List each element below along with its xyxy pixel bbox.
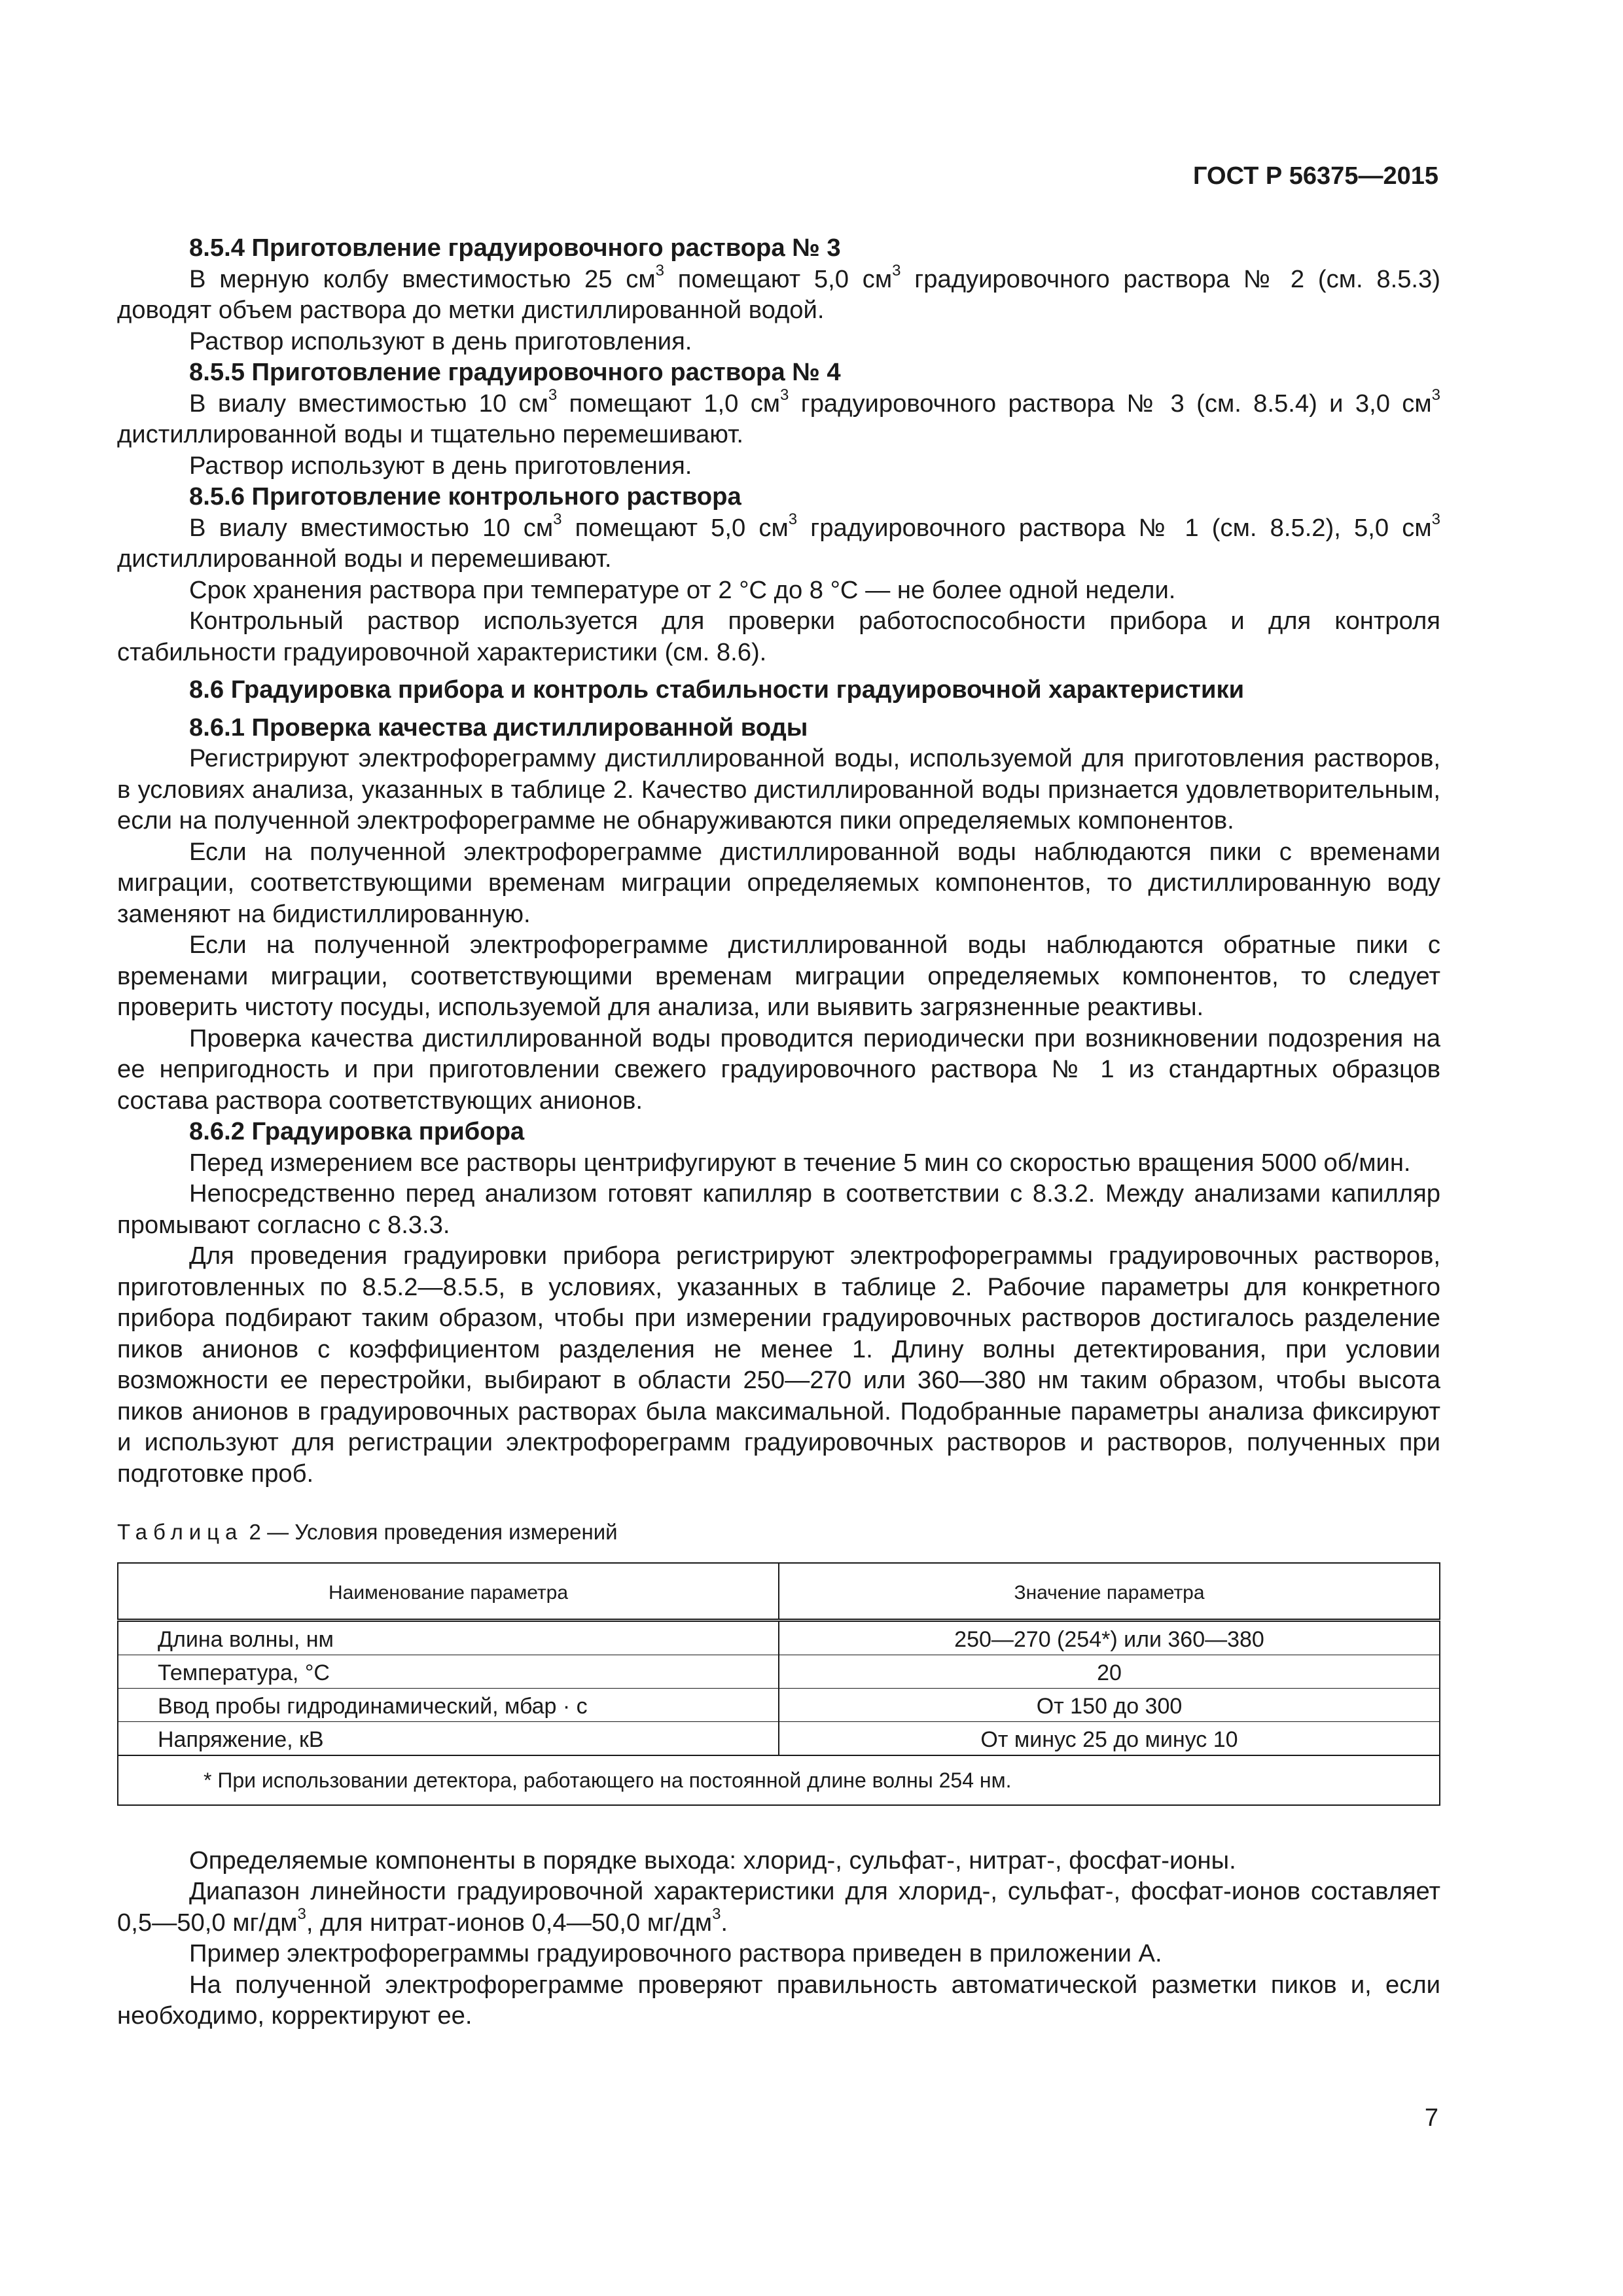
section-8-6-1-paragraph-3: Если на полученной электрофореграмме дистиллированной воды наблюдаются обратные пики с временами миграции, соответствующими временам миграции определяемых компонентов, то следует проверить чистоту посуды, используемой для анализа, или выявить загрязненные реактивы. (117, 931, 1440, 1021)
section-8-5-5-paragraph-2: Раствор используют в день приготовления. (189, 451, 692, 480)
table-cell-name: Напряжение, кВ (118, 1721, 779, 1755)
table-row (118, 1721, 1440, 1755)
section-8-6-1-title: 8.6.1 Проверка качества дистиллированной воды (189, 713, 808, 742)
section-8-5-6-paragraph-3: Контрольный раствор используется для проверки работоспособности прибора и для контроля стабильности градуировочной характеристики (см. 8.6). (117, 607, 1440, 666)
section-8-5-5-title: 8.5.5 Приготовление градуировочного раствора № 4 (189, 358, 841, 386)
section-8-5-4-paragraph-1: В мерную колбу вместимостью 25 $см^3$ помещают 5,0 $см^3$ градуировочного раствора № 2 (см. 8.5.3) доводят объем раствора до метки дистиллированной водой. (117, 261, 1440, 324)
table-row (118, 1620, 1440, 1655)
table-cell-name: Температура, °С (118, 1655, 779, 1688)
example-reference-paragraph: Пример электрофореграммы градуировочного раствора приведен в приложении А. (189, 1939, 1162, 1967)
table-footnote-row (118, 1755, 1440, 1805)
table-cell-value: 250—270 (254*) или 360—380 (779, 1620, 1440, 1655)
table-row (118, 1688, 1440, 1721)
peak-marking-paragraph: На полученной электрофореграмме проверяют правильность автоматической разметки пиков и, если необходимо, корректируют ее. (117, 1970, 1440, 2030)
document-code-header: ГОСТ Р 56375—2015 (1193, 162, 1438, 190)
page-number: 7 (1424, 2104, 1438, 2132)
section-8-5-5-paragraph-1: В виалу вместимостью 10 $см^3$ помещают 1,0 $см^3$ градуировочного раствора № 3 (см. 8.5.4) и 3,0 $см^3$ дистиллированной воды и тщательно перемешивают. (117, 386, 1441, 448)
section-8-6-1-paragraph-4: Проверка качества дистиллированной воды проводится периодически при возникновении подозрения на ее непригодность и при приготовлении свежего градуировочного раствора № 1 из стандартных образцов состава раствора соответствующих анионов. (117, 1024, 1440, 1115)
section-8-6-2-paragraph-2: Непосредственно перед анализом готовят капилляр в соответствии с 8.3.2. Между анализами капилляр промывают согласно с 8.3.3. (117, 1179, 1440, 1239)
table-header-parameter-name: Наименование параметра (118, 1563, 779, 1621)
table-header-parameter-value: Значение параметра (779, 1563, 1440, 1621)
table-footnote: * При использовании детектора, работающего на постоянной длине волны 254 нм. (118, 1755, 1440, 1805)
table-cell-name: Ввод пробы гидродинамический, мбар · с (118, 1688, 779, 1721)
table-header-row (118, 1563, 1440, 1621)
section-8-6-1-paragraph-1: Регистрируют электрофореграмму дистиллированной воды, используемой для приготовления растворов, в условиях анализа, указанных в таблице 2. Качество дистиллированной воды признается удовлетворительным, если на полученной электрофореграмме не обнаруживаются пики определяемых компонентов. (117, 744, 1440, 834)
section-8-5-6-paragraph-2: Срок хранения раствора при температуре от 2 °С до 8 °С — не более одной недели. (189, 575, 1176, 604)
table-cell-name: Длина волны, нм (118, 1620, 779, 1655)
document-body (117, 232, 1440, 2032)
table-row (118, 1655, 1440, 1688)
section-8-6-2-paragraph-3: Для проведения градуировки прибора регистрируют электрофореграммы градуировочных растворов, приготовленных по 8.5.2—8.5.5, в условиях, указанных в таблице 2. Рабочие параметры для конкретного прибора подбирают таким образом, чтобы при измерении градуировочных растворов достигалось разделение пиков анионов с коэффициентом разделения не менее 1. Длину волны детектирования, при условии возможности ее перестройки, выбирают в области 250—270 или 360—380 нм таким образом, чтобы высота пиков анионов в градуировочных растворах была максимальной. Подобранные параметры анализа фиксируют и используют для регистрации электрофореграмм градуировочных растворов и растворов, полученных при подготовке проб. (117, 1242, 1440, 1488)
components-order-paragraph: Определяемые компоненты в порядке выхода: хлорид-, сульфат-, нитрат-, фосфат-ионы. (189, 1846, 1236, 1874)
section-8-6-2-paragraph-1: Перед измерением все растворы центрифугируют в течение 5 мин со скоростью вращения 5000 об/мин. (189, 1148, 1411, 1177)
section-8-5-6-paragraph-1: В виалу вместимостью 10 $см^3$ помещают 5,0 $см^3$ градуировочного раствора № 1 (см. 8.5.2), 5,0 $см^3$ дистиллированной воды и перемешивают. (117, 510, 1441, 573)
table-2-caption: Таблица 2 — Условия проведения измерений (117, 1520, 618, 1544)
table-cell-value: От 150 до 300 (779, 1688, 1440, 1721)
table-cell-value: 20 (779, 1655, 1440, 1688)
section-8-5-4-paragraph-2: Раствор используют в день приготовления. (189, 327, 692, 355)
measurement-conditions-table (117, 1562, 1440, 1806)
section-8-5-6-title: 8.5.6 Приготовление контрольного раствора (189, 482, 741, 511)
section-8-6-1-paragraph-2: Если на полученной электрофореграмме дистиллированной воды наблюдаются пики с временами миграции, соответствующими временам миграции определяемых компонентов, то дистиллированную воду заменяют на бидистиллированную. (117, 837, 1440, 928)
section-8-6-title: 8.6 Градуировка прибора и контроль стабильности градуировочной характеристики (189, 675, 1245, 704)
section-8-5-4-title: 8.5.4 Приготовление градуировочного раствора № 3 (189, 234, 841, 262)
linearity-range-paragraph: Диапазон линейности градуировочной характеристики для хлорид-, сульфат-, фосфат-ионов составляет 0,5—50,0 $мг/дм^3$, для нитрат-ионов 0,4—50,0 $мг/дм^3$. (117, 1877, 1440, 1937)
table-cell-value: От минус 25 до минус 10 (779, 1721, 1440, 1755)
section-8-6-2-title: 8.6.2 Градуировка прибора (189, 1117, 525, 1145)
